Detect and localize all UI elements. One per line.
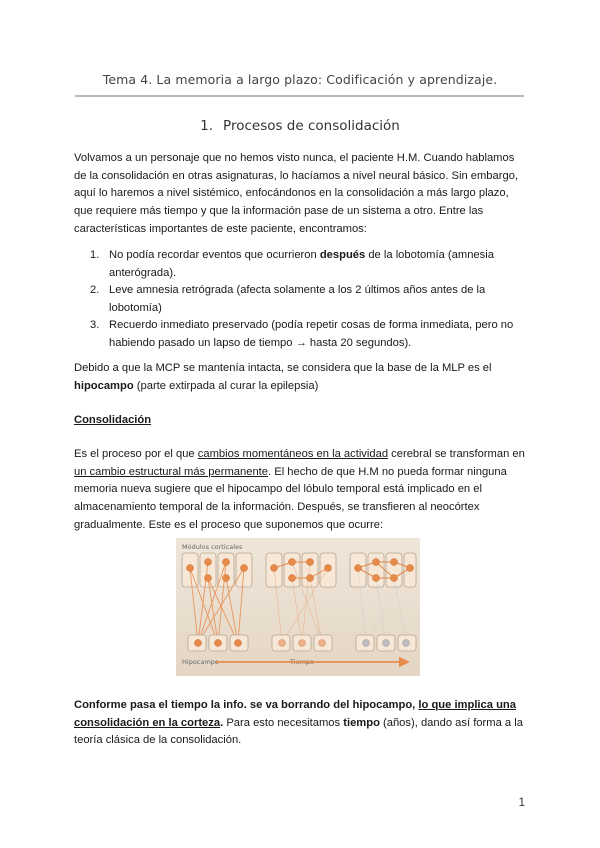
page-number: 1 [518,797,525,809]
consolidation-figure [176,538,420,676]
conclusion-paragraph: Conforme pasa el tiempo la info. se va borrando del hipocampo, lo que implica una consolidación en la corteza. Para esto necesitamos tiempo (años), dando así forma a la teoría clásica de la consolidación. [74,699,523,747]
intro-paragraph: Volvamos a un personaje que no hemos visto nunca, el paciente H.M. Cuando hablamos de la consolidación en otras asignaturas, lo hacíamos a nivel neural básico. Sin embargo, aquí lo haremos a nivel sistémico, enfocándonos en la consolidación a más largo plazo, que requiere más tiempo y que la información pase de un sistema a otro. Entre las características importantes de este paciente, encontramos: [74,152,519,235]
consolidacion-paragraph: Es el proceso por el que cambios momentáneos en la actividad cerebral se transforman en un cambio estructural más permanente. El hecho de que H.M no pueda formar ninguna memoria nueva sugiere que el hipocampo del lóbulo temporal está implicado en el almacenamiento temporal de la información. Después, se transfieren al neocórtex gradualmente. Este es el proceso que suponemos que ocurre: [74,448,525,531]
list-number: 1. [90,249,100,261]
list-number: 2. [90,284,100,296]
section-title [0,118,600,134]
list-number: 3. [90,319,100,331]
section-number: 1. [200,118,214,134]
list-item: 2. Leve amnesia retrógrada (afecta solamente a los 2 últimos años antes de la lobotomía) [90,284,486,314]
mcp-paragraph: Debido a que la MCP se mantenía intacta, se considera que la base de la MLP es el hipocampo (parte extirpada al curar la epilepsia) [74,362,492,392]
list-item: 3. Recuerdo inmediato preservado (podía repetir cosas de forma inmediata, pero no habiendo pasado un lapso de tiempo → hasta 20 segundos). [90,319,514,349]
header-divider [75,95,524,97]
figure-label-hipocampo: Hipocampo [182,658,219,666]
figure-label-modulos: Módulos corticales [182,543,243,551]
characteristics-list [90,247,526,352]
section-title-text: Procesos de consolidación [223,118,400,134]
consolidacion-heading: Consolidación [74,414,152,426]
list-item: 1. No podía recordar eventos que ocurrieron después de la lobotomía (amnesia anterógrada). [90,249,494,279]
document-header: Tema 4. La memoria a largo plazo: Codificación y aprendizaje. [102,72,498,87]
figure-label-tiempo: Tiempo [290,658,315,666]
